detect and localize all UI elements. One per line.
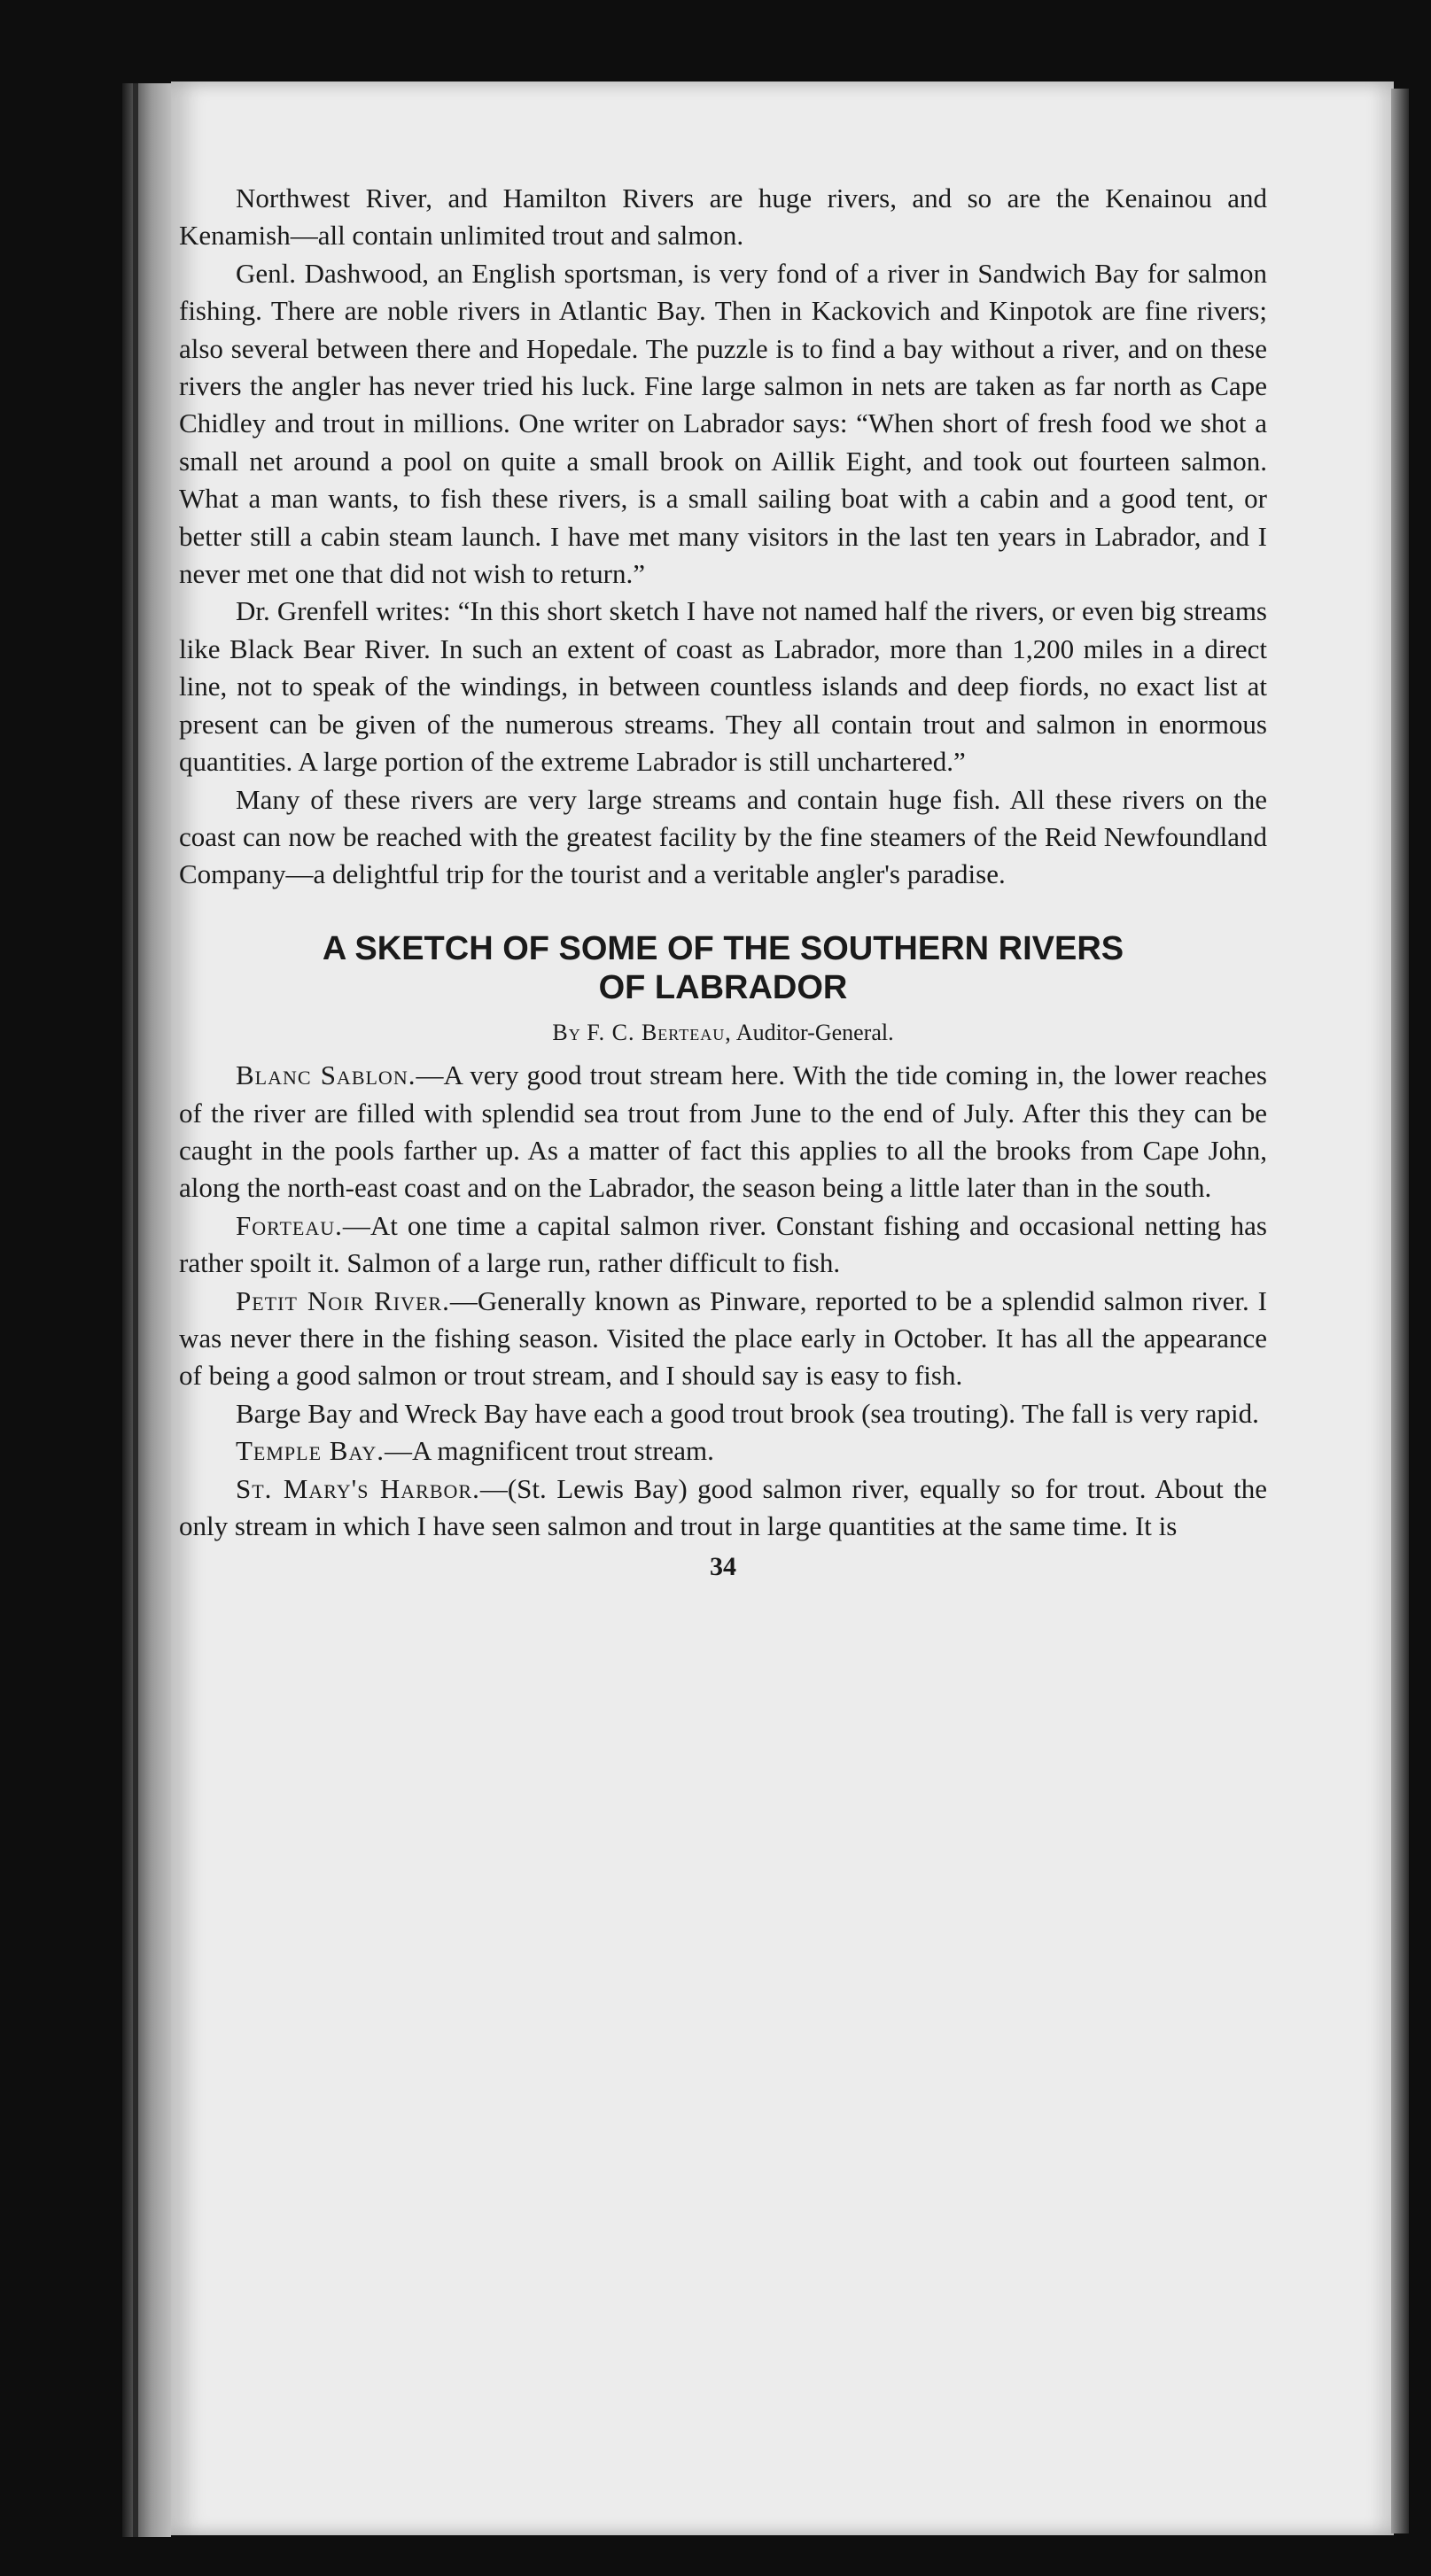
river-text: —At one time a capital salmon river. Constant fishing and occasional netting has rather spoilt it. Salmon of a large run, rather difficult to fish. — [179, 1209, 1267, 1279]
river-name: Temple Bay. — [236, 1435, 385, 1467]
river-text: Barge Bay and Wreck Bay have each a good trout brook (sea trouting). The fall is very rapid. — [236, 1397, 1259, 1429]
river-entry — [179, 1207, 1267, 1283]
heading-line: A SKETCH OF SOME OF THE SOUTHERN RIVERS — [322, 929, 1124, 967]
river-name: St. Mary's Harbor. — [236, 1472, 480, 1504]
river-entry — [179, 1395, 1267, 1432]
byline-author: F. C. Berteau, — [587, 1019, 732, 1045]
section-heading — [179, 929, 1267, 1007]
river-text: —A very good trout stream here. With the tide coming in, the lower reaches of the river are filled with splendid sea trout from June to the end of July. After this they can be caught in the pools farther up. As a matter of fact this applies to all the brooks from Cape John, along the north-east coast and on the Labrador, the season being a little later than in the south. — [179, 1059, 1267, 1204]
page-text — [179, 180, 1267, 1587]
river-entry — [179, 1283, 1267, 1395]
byline — [179, 1014, 1267, 1051]
river-entry — [179, 1470, 1267, 1546]
binding-edge — [133, 83, 138, 2537]
byline-by: By — [552, 1019, 581, 1045]
paragraph: Many of these rivers are very large streams and contain huge fish. All these rivers on the coast can now be reached with the greatest facility by the fine steamers of the Reid Newfoundland Company—a delightful trip for the tourist and a veritable angler's paradise. — [179, 783, 1267, 890]
river-name: Blanc Sablon. — [236, 1059, 416, 1091]
heading-line: OF LABRADOR — [598, 968, 848, 1006]
paragraph: Northwest River, and Hamilton Rivers are huge rivers, and so are the Kenainou and Kenamish—all contain unlimited trout and salmon. — [179, 182, 1267, 252]
paragraph: Genl. Dashwood, an English sportsman, is very fond of a river in Sandwich Bay for salmon fishing. There are noble rivers in Atlantic Bay. Then in Kackovich and Kinpotok are fine rivers; also several between there and Hopedale. The puzzle is to find a bay without a river, and on these rivers the angler has never tried his luck. Fine large salmon in nets are taken as far north as Cape Chidley and trout in millions. One writer on Labrador says: “When short of fresh food we shot a small net around a pool on quite a small brook on Aillik Eight, and took out fourteen salmon. What a man wants, to fish these rivers, is a small sailing boat with a cabin and a good tent, or better still a cabin steam launch. I have met many visitors in the last ten years in Labrador, and I never met one that did not wish to return.” — [179, 257, 1267, 590]
river-name: Forteau. — [236, 1209, 343, 1241]
page-number: 34 — [710, 1552, 736, 1582]
river-entry — [179, 1432, 1267, 1470]
page-edge-shadow — [1391, 89, 1409, 2533]
river-text: —Generally known as Pinware, reported to be a splendid salmon river. I was never there in the fishing season. Visited the place early in October. It has all the appearance of being a good salmon or trout stream, and I should say is easy to fish. — [179, 1284, 1267, 1392]
river-entry — [179, 1057, 1267, 1207]
river-text: —(St. Lewis Bay) good salmon river, equally so for trout. About the only stream in which I have seen salmon and trout in large quantities at the same time. It is — [179, 1472, 1268, 1541]
river-name: Petit Noir River. — [236, 1284, 450, 1316]
paragraph: Dr. Grenfell writes: “In this short sketch I have not named half the rivers, or even big streams like Black Bear River. In such an extent of coast as Labrador, more than 1,200 miles in a direct line, not to speak of the windings, in between countless islands and deep fiords, no exact list at present can be given of the numerous streams. They all contain trout and salmon in enormous quantities. A large portion of the extreme Labrador is still unchartered.” — [179, 595, 1267, 778]
river-text: —A magnificent trout stream. — [384, 1435, 714, 1467]
byline-title: Auditor-General. — [735, 1019, 894, 1045]
book-binding — [122, 83, 171, 2537]
